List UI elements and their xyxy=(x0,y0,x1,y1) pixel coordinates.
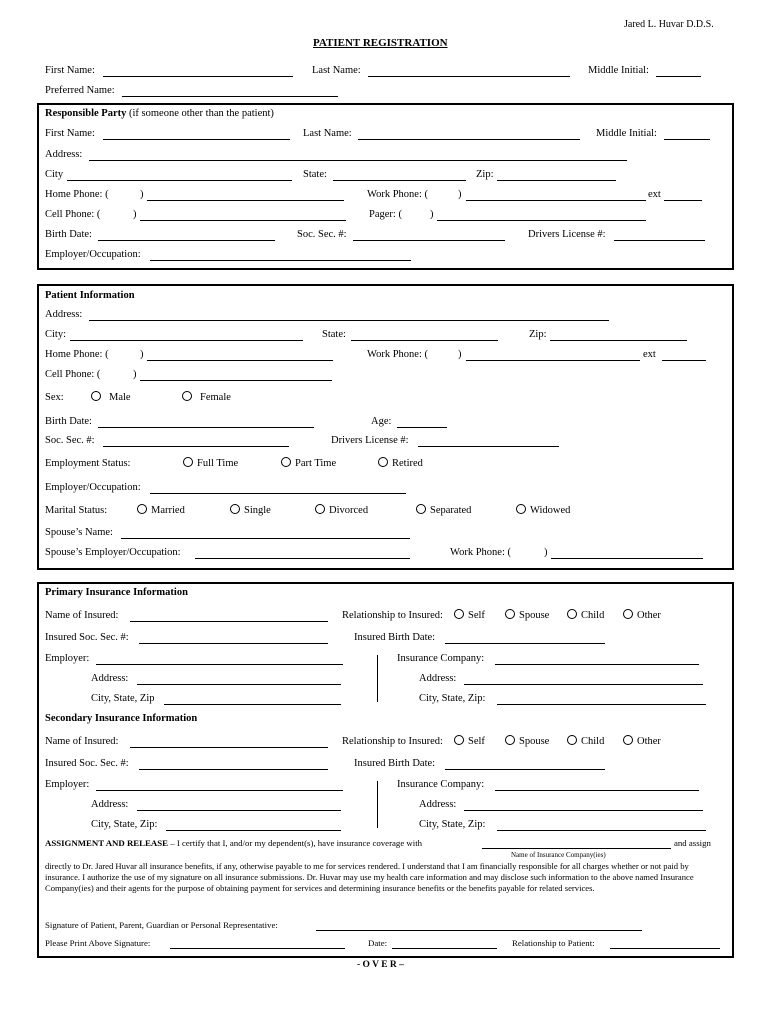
pri-rel-child-option[interactable]: Child xyxy=(567,609,604,621)
sec-rel-other-option[interactable]: Other xyxy=(623,735,661,747)
pri-employer-label: Employer: xyxy=(45,653,90,664)
pri-insured-birth-label: Insured Birth Date: xyxy=(354,632,436,643)
date-field[interactable] xyxy=(392,948,497,949)
radio-circle-icon xyxy=(137,504,147,514)
first-name-field[interactable] xyxy=(103,76,293,77)
radio-circle-icon xyxy=(505,609,515,619)
sec-city-state-zip-field[interactable] xyxy=(166,830,341,831)
signature-label: Signature of Patient, Parent, Guardian or Personal Representative: xyxy=(45,920,278,930)
pri-rel-other-option[interactable]: Other xyxy=(623,609,661,621)
relationship-patient-label: Relationship to Patient: xyxy=(512,938,595,948)
company-caption: Name of Insurance Company(ies) xyxy=(511,851,606,859)
rp-ext-label: ext xyxy=(648,189,661,200)
pt-license-field[interactable] xyxy=(418,446,559,447)
print-signature-label: Please Print Above Signature: xyxy=(45,938,151,948)
pt-city-label: City: xyxy=(45,329,67,340)
middle-initial-field[interactable] xyxy=(656,76,701,77)
pt-cell-phone-field[interactable] xyxy=(140,380,332,381)
rp-middle-initial-label: Middle Initial: xyxy=(596,128,657,139)
pri-employer-field[interactable] xyxy=(96,664,343,665)
sex-female-option[interactable]: Female xyxy=(182,391,231,403)
rp-ext-field[interactable] xyxy=(664,200,702,201)
and-assign-text: and assign xyxy=(674,838,711,848)
assignment-intro: ASSIGNMENT AND RELEASE – I certify that I, and/or my dependent(s), have insurance coverage with xyxy=(45,838,423,848)
rp-state-field[interactable] xyxy=(333,180,466,181)
pri-ins-city-state-zip-label: City, State, Zip: xyxy=(419,693,486,704)
rp-middle-initial-field[interactable] xyxy=(664,139,710,140)
sec-ins-city-state-zip-label: City, State, Zip: xyxy=(419,819,486,830)
pt-license-label: Drivers License #: xyxy=(331,435,409,446)
rp-cell-phone-label: Cell Phone: ( xyxy=(45,209,101,220)
pt-cell-phone-paren: ) xyxy=(133,369,137,380)
pt-zip-label: Zip: xyxy=(529,329,547,340)
pt-ext-label: ext xyxy=(643,349,656,360)
rp-work-phone-label: Work Phone: ( xyxy=(367,189,428,200)
sec-rel-spouse-option[interactable]: Spouse xyxy=(505,735,549,747)
marital-separated-option[interactable]: Separated xyxy=(416,504,471,516)
insurance-company-names-field[interactable] xyxy=(482,848,671,849)
sec-insured-birth-field[interactable] xyxy=(445,769,605,770)
rp-city-label: City xyxy=(45,169,64,180)
rp-last-name-label: Last Name: xyxy=(303,128,352,139)
page-title: PATIENT REGISTRATION xyxy=(313,37,448,49)
pt-state-field[interactable] xyxy=(351,340,498,341)
pt-work-phone-label: Work Phone: ( xyxy=(367,349,428,360)
radio-circle-icon xyxy=(315,504,325,514)
over-footer: - O V E R – xyxy=(357,960,404,970)
pri-city-state-zip-label: City, State, Zip xyxy=(91,693,155,704)
radio-circle-icon xyxy=(623,735,633,745)
sec-rel-self-option[interactable]: Self xyxy=(454,735,485,747)
middle-initial-label: Middle Initial: xyxy=(588,65,649,76)
sec-insured-ssn-label: Insured Soc. Sec. #: xyxy=(45,758,129,769)
pt-employer-label: Employer/Occupation: xyxy=(45,482,141,493)
pri-ins-address-field[interactable] xyxy=(464,684,703,685)
rp-zip-field[interactable] xyxy=(497,180,616,181)
pt-address-label: Address: xyxy=(45,309,83,320)
rp-employer-label: Employer/Occupation: xyxy=(45,249,141,260)
responsible-heading: Responsible Party (if someone other than the patient) xyxy=(45,108,274,119)
pt-state-label: State: xyxy=(322,329,346,340)
rp-address-field[interactable] xyxy=(89,160,627,161)
pt-ssn-field[interactable] xyxy=(103,446,289,447)
pt-age-field[interactable] xyxy=(397,427,447,428)
pt-ssn-label: Soc. Sec. #: xyxy=(45,435,95,446)
pri-city-state-zip-field[interactable] xyxy=(164,704,341,705)
pt-spouse-name-label: Spouse’s Name: xyxy=(45,527,113,538)
rp-home-phone-paren: ) xyxy=(140,189,144,200)
pt-work-phone-field[interactable] xyxy=(466,360,640,361)
radio-circle-icon xyxy=(505,735,515,745)
patient-heading: Patient Information xyxy=(45,290,135,301)
pt-birth-date-field[interactable] xyxy=(98,427,314,428)
sec-ins-address-field[interactable] xyxy=(464,810,703,811)
rp-home-phone-label: Home Phone: ( xyxy=(45,189,109,200)
marital-widowed-option[interactable]: Widowed xyxy=(516,504,570,516)
rp-birth-date-field[interactable] xyxy=(98,240,275,241)
pri-ins-address-label: Address: xyxy=(419,673,457,684)
pt-spouse-work-phone-paren: ) xyxy=(544,547,548,558)
sec-insurance-company-field[interactable] xyxy=(495,790,699,791)
rp-license-field[interactable] xyxy=(614,240,705,241)
rp-work-phone-paren: ) xyxy=(458,189,462,200)
radio-circle-icon xyxy=(516,504,526,514)
radio-circle-icon xyxy=(182,391,192,401)
doctor-name: Jared L. Huvar D.D.S. xyxy=(624,19,714,30)
pri-address-label: Address: xyxy=(91,673,129,684)
rp-license-label: Drivers License #: xyxy=(528,229,606,240)
pri-relationship-label: Relationship to Insured: xyxy=(342,610,443,621)
pt-employer-field[interactable] xyxy=(150,493,406,494)
preferred-name-label: Preferred Name: xyxy=(45,85,115,96)
radio-circle-icon xyxy=(378,457,388,467)
pt-spouse-employer-field[interactable] xyxy=(195,558,410,559)
sec-name-insured-field[interactable] xyxy=(130,747,328,748)
sec-address-label: Address: xyxy=(91,799,129,810)
rp-city-field[interactable] xyxy=(67,180,292,181)
marital-divorced-option[interactable]: Divorced xyxy=(315,504,368,516)
pt-work-phone-paren: ) xyxy=(458,349,462,360)
rp-first-name-field[interactable] xyxy=(103,139,290,140)
employment-part-time-option[interactable]: Part Time xyxy=(281,457,336,469)
last-name-field[interactable] xyxy=(368,76,570,77)
radio-circle-icon xyxy=(567,735,577,745)
secondary-divider xyxy=(377,781,378,828)
radio-circle-icon xyxy=(567,609,577,619)
marital-married-option[interactable]: Married xyxy=(137,504,185,516)
pri-ins-city-state-zip-field[interactable] xyxy=(497,704,706,705)
pt-city-field[interactable] xyxy=(70,340,303,341)
rp-state-label: State: xyxy=(303,169,327,180)
rp-ssn-label: Soc. Sec. #: xyxy=(297,229,347,240)
pt-zip-field[interactable] xyxy=(550,340,687,341)
pt-employment-label: Employment Status: xyxy=(45,458,131,469)
pt-marital-label: Marital Status: xyxy=(45,505,108,516)
date-label: Date: xyxy=(368,938,388,948)
primary-heading: Primary Insurance Information xyxy=(45,587,188,598)
rp-pager-label: Pager: ( xyxy=(369,209,402,220)
radio-circle-icon xyxy=(281,457,291,467)
print-signature-field[interactable] xyxy=(170,948,345,949)
rp-cell-phone-paren: ) xyxy=(133,209,137,220)
sec-ins-address-label: Address: xyxy=(419,799,457,810)
pt-address-field[interactable] xyxy=(89,320,609,321)
rp-ssn-field[interactable] xyxy=(353,240,505,241)
sex-male-option[interactable]: Male xyxy=(91,391,131,403)
rp-last-name-field[interactable] xyxy=(358,139,580,140)
pri-rel-self-option[interactable]: Self xyxy=(454,609,485,621)
pri-insured-ssn-label: Insured Soc. Sec. #: xyxy=(45,632,129,643)
pt-home-phone-field[interactable] xyxy=(147,360,333,361)
pt-cell-phone-label: Cell Phone: ( xyxy=(45,369,101,380)
pt-sex-label: Sex: xyxy=(45,392,64,403)
radio-circle-icon xyxy=(454,735,464,745)
sec-employer-field[interactable] xyxy=(96,790,343,791)
pt-ext-field[interactable] xyxy=(662,360,706,361)
sec-employer-label: Employer: xyxy=(45,779,90,790)
pt-spouse-work-phone-label: Work Phone: ( xyxy=(450,547,511,558)
sec-insured-ssn-field[interactable] xyxy=(139,769,328,770)
rp-zip-label: Zip: xyxy=(476,169,494,180)
pri-name-insured-field[interactable] xyxy=(130,621,328,622)
relationship-patient-field[interactable] xyxy=(610,948,720,949)
pt-home-phone-label: Home Phone: ( xyxy=(45,349,109,360)
radio-circle-icon xyxy=(230,504,240,514)
pt-spouse-name-field[interactable] xyxy=(121,538,410,539)
radio-circle-icon xyxy=(454,609,464,619)
sec-address-field[interactable] xyxy=(137,810,341,811)
sec-ins-city-state-zip-field[interactable] xyxy=(497,830,706,831)
signature-field[interactable] xyxy=(316,930,642,931)
pt-spouse-employer-label: Spouse’s Employer/Occupation: xyxy=(45,547,181,558)
sec-insurance-company-label: Insurance Company: xyxy=(397,779,485,790)
preferred-name-field[interactable] xyxy=(122,96,338,97)
radio-circle-icon xyxy=(91,391,101,401)
last-name-label: Last Name: xyxy=(312,65,361,76)
secondary-heading: Secondary Insurance Information xyxy=(45,713,198,724)
radio-circle-icon xyxy=(623,609,633,619)
pri-address-field[interactable] xyxy=(137,684,341,685)
radio-circle-icon xyxy=(183,457,193,467)
assignment-body: directly to Dr. Jared Huvar all insurance benefits, if any, otherwise payable to me for services rendered. I understand that I am financially responsible for all charges whether or not paid by insurance. I authorize the use of my signature on all insurance submissions. Dr. Huvar may use my health care information and may disclose such information to the above named Insurance Company(ies) and their agents for the purpose of obtaining payment for services and determining insurance benefits or the benefits payable for related services. xyxy=(45,861,694,893)
marital-single-option[interactable]: Single xyxy=(230,504,271,516)
rp-home-phone-field[interactable] xyxy=(147,200,344,201)
pri-insured-ssn-field[interactable] xyxy=(139,643,328,644)
rp-cell-phone-field[interactable] xyxy=(140,220,346,221)
pri-insurance-company-field[interactable] xyxy=(495,664,699,665)
sec-city-state-zip-label: City, State, Zip: xyxy=(91,819,158,830)
pt-birth-date-label: Birth Date: xyxy=(45,416,92,427)
sec-relationship-label: Relationship to Insured: xyxy=(342,736,443,747)
sec-name-insured-label: Name of Insured: xyxy=(45,736,119,747)
radio-circle-icon xyxy=(416,504,426,514)
pri-name-insured-label: Name of Insured: xyxy=(45,610,119,621)
employment-retired-option[interactable]: Retired xyxy=(378,457,423,469)
pt-age-label: Age: xyxy=(371,416,392,427)
rp-birth-date-label: Birth Date: xyxy=(45,229,92,240)
pri-rel-spouse-option[interactable]: Spouse xyxy=(505,609,549,621)
pri-insurance-company-label: Insurance Company: xyxy=(397,653,485,664)
sec-rel-child-option[interactable]: Child xyxy=(567,735,604,747)
rp-address-label: Address: xyxy=(45,149,83,160)
rp-work-phone-field[interactable] xyxy=(466,200,646,201)
first-name-label: First Name: xyxy=(45,65,95,76)
primary-divider xyxy=(377,655,378,702)
rp-pager-paren: ) xyxy=(430,209,434,220)
sec-insured-birth-label: Insured Birth Date: xyxy=(354,758,436,769)
employment-full-time-option[interactable]: Full Time xyxy=(183,457,238,469)
pt-home-phone-paren: ) xyxy=(140,349,144,360)
rp-pager-field[interactable] xyxy=(437,220,646,221)
pri-insured-birth-field[interactable] xyxy=(445,643,605,644)
rp-employer-field[interactable] xyxy=(150,260,411,261)
pt-spouse-work-phone-field[interactable] xyxy=(551,558,703,559)
rp-first-name-label: First Name: xyxy=(45,128,95,139)
